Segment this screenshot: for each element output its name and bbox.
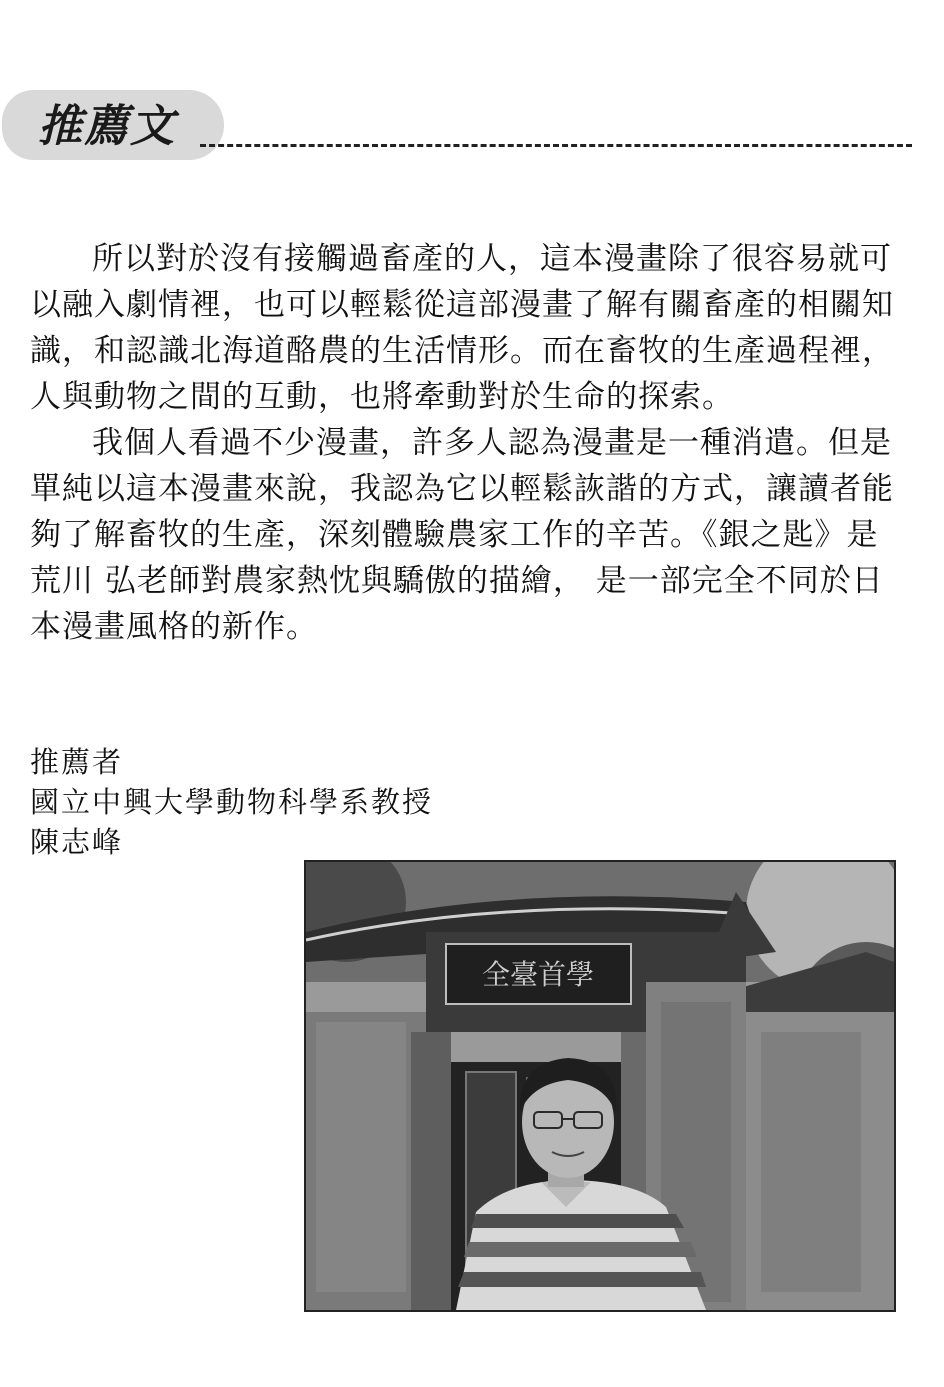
section-title: 推薦文 — [38, 101, 176, 152]
plaque-text: 全臺首學 — [481, 958, 595, 991]
article-body — [30, 236, 900, 650]
header-badge — [2, 90, 224, 160]
recommender-photo — [304, 860, 896, 1312]
dashed-divider — [200, 144, 912, 147]
recommender-role: 推薦者 — [30, 745, 124, 779]
paragraph-1: 所以對於沒有接觸過畜產的人，這本漫畫除了很容易就可以融入劇情裡，也可以輕鬆從這部漫畫了解有關畜產的相關知識，和認識北海道酪農的生活情形。而在畜牧的生產過程裡，人與動物之間的互動，也將牽動對於生命的探索。 — [30, 241, 894, 415]
recommender-affiliation: 國立中興大學動物科學系教授 — [30, 785, 434, 819]
section-header — [0, 88, 944, 168]
paragraph-2: 我個人看過不少漫畫，許多人認為漫畫是一種消遣。但是單純以這本漫畫來說，我認為它以輕鬆詼諧的方式，讓讀者能夠了解畜牧的生產，深刻體驗農家工作的辛苦。《銀之匙》是荒川 弘老師對農家熱忱與驕傲的描繪， 是一部完全不同於日本漫畫風格的新作。 — [30, 425, 894, 645]
photo-illustration — [306, 862, 894, 1310]
signature-block — [30, 742, 433, 862]
recommender-name: 陳志峰 — [30, 825, 124, 859]
